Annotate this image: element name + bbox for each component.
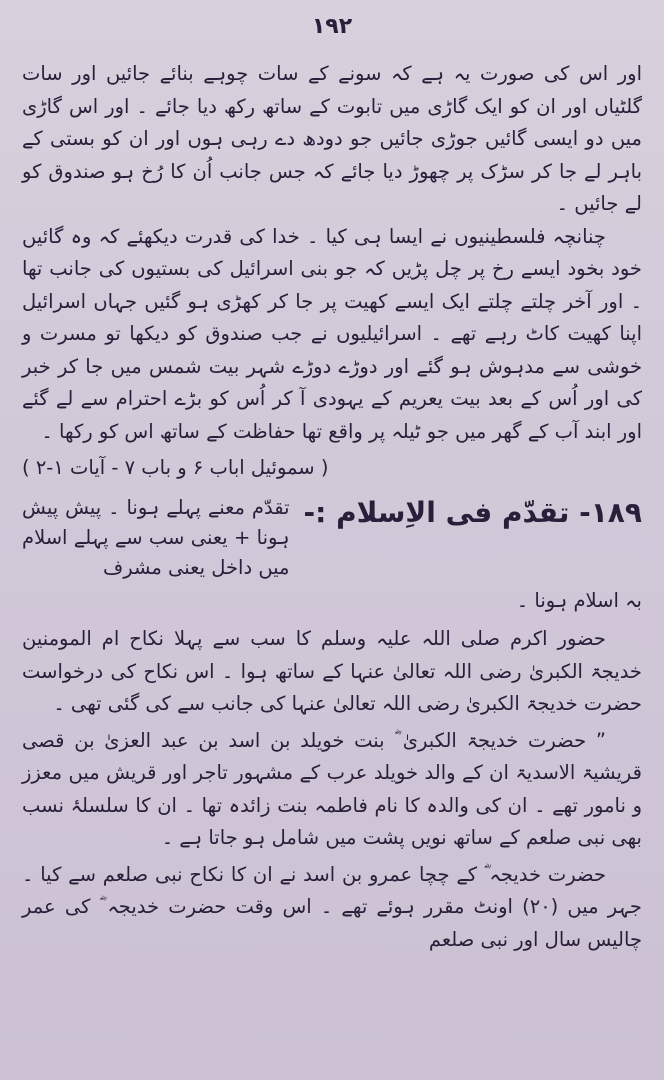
section-title: ۱۸۹- تقدّم فی الاِسلام :- xyxy=(303,495,642,529)
paragraph: حضرت خدیجہ ؓ کے چچا عمرو بن اسد نے ان کا نکاح نبی صلعم سے کیا ۔ جہر میں (۲۰) اونٹ مقرر ہوئے تھے ۔ اس وقت حضرت خدیجہ ؓ کی عمر چالیس سال اور نبی صلعم xyxy=(22,862,642,951)
section-definition: تقدّم معنے پہلے ہونا ۔ پیش پیش ہونا + یعنی سب سے پہلے اسلام میں داخل یعنی مشرف xyxy=(22,495,290,579)
paragraph: ” حضرت خدیجۃ الکبریٰ ؓ بنت خویلد بن اسد بن عبد العزیٰ بن قصی قریشیۃ الاسدیۃ ان کے والد خویلد عرب کے مشہور تاجر اور قریش میں معزز و نامور تھے ۔ ان کی والدہ کا نام فاطمہ بنت زائدہ تھا ۔ ان کا سلسلۂ نسب بھی نبی صلعم کے ساتھ نویں پشت میں شامل ہو جاتا ہے ۔ xyxy=(22,728,642,849)
page-body xyxy=(22,58,642,956)
section-heading xyxy=(22,493,642,583)
section-definition-continuation: بہ اسلام ہونا ۔ xyxy=(516,588,642,612)
citation: ( سموئیل اباب ۶ و باب ۷ - آیات ۱-۲ ) xyxy=(22,456,329,479)
paragraph: چنانچہ فلسطینیوں نے ایسا ہی کیا ۔ خدا کی قدرت دیکھئے کہ وہ گائیں خود بخود ایسے رخ پر چل پڑیں کہ جو بنی اسرائیل کی بستیوں کی جانب تھا ۔ اور آخر چلتے چلتے ایک ایسے کھیت پر جا کر کھڑی ہو گئیں جہاں اسرائیل اپنا کھیت کاٹ رہے تھے ۔ اسرائیلیوں نے جب صندوق کو دیکھا تو مسرت و خوشی سے مدہوش ہو گئے اور دوڑے دوڑے شہر بیت شمس میں جا کر خبر کی اور اُس کے بعد بیت یعریم کے یہودی آ کر اُس کو بڑے احترام سے لے گئے اور ابند آب کے گھر میں جو ٹیلہ پر واقع تھا حفاظت کے ساتھ اس کو رکھا ۔ xyxy=(22,224,642,443)
paragraph: اور اس کی صورت یہ ہے کہ سونے کے سات چوہے بنائے جائیں اور سات گلٹیاں اور ان کو ایک گاڑی میں تابوت کے ساتھ رکھ دیا جائے ۔ اور اس گاڑی میں دو ایسی گائیں جوڑی جائیں جو دودھ دے رہی ہوں اور ان کو بستی کے باہر لے جا کر سڑک پر چھوڑ دیا جائے کہ جس جانب اُن کا رُخ ہو صندوق کو لے جائیں ۔ xyxy=(22,62,642,215)
page-number: ۱۹۲ xyxy=(311,14,353,39)
paragraph: حضور اکرم صلی اللہ علیہ وسلم کا سب سے پہلا نکاح ام المومنین خدیجۃ الکبریٰ رضی اللہ تعالیٰ عنہا کے ساتھ ہوا ۔ اس نکاح کی درخواست حضرت خدیجۃ الکبریٰ رضی اللہ تعالیٰ عنہا کی جانب سے کی گئی تھی ۔ xyxy=(22,627,642,715)
